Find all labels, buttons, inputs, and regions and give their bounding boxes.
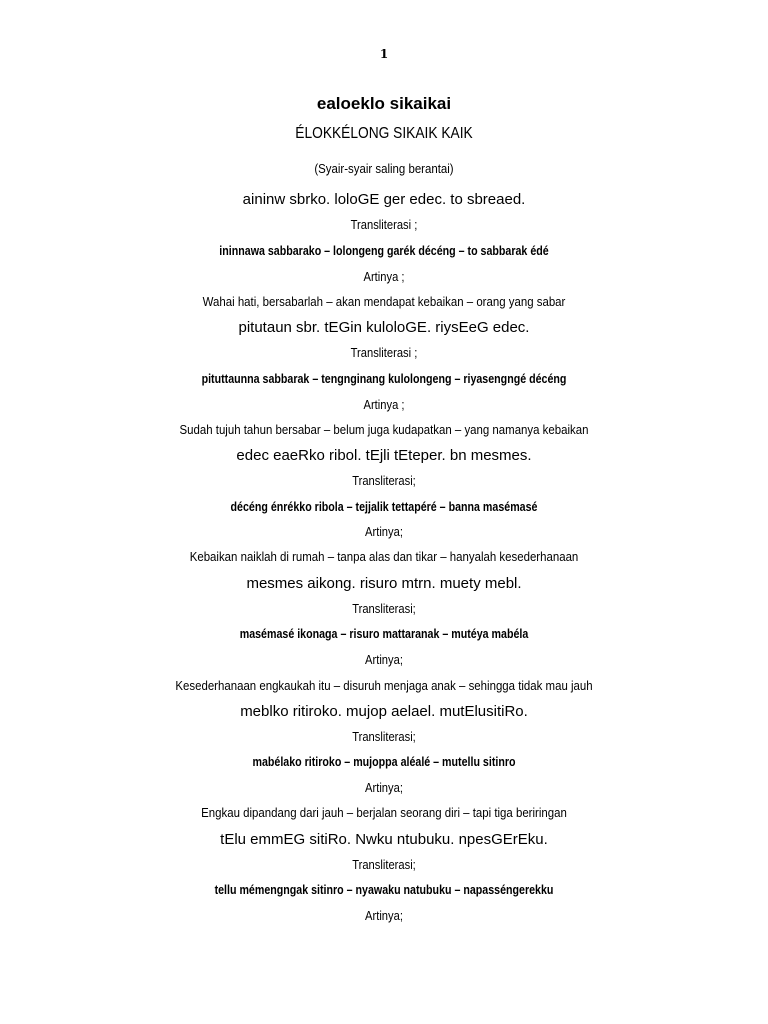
transliteration-label: Transliterasi;	[352, 601, 416, 616]
meaning-label: Artinya;	[365, 652, 403, 667]
transliteration-line: mabélako ritiroko – mujoppa aléalé – mutellu sitinro	[252, 754, 516, 769]
transliteration-line: pituttaunna sabbarak – tengnginang kulolongeng – riyasengngé décéng	[201, 371, 567, 386]
meaning-line: Kesederhanaan engkaukah itu – disuruh menjaga anak – sehingga tidak mau jauh	[175, 678, 593, 693]
meaning-label: Artinya ;	[363, 269, 405, 284]
title-script: ealoeklo sikaikai	[316, 94, 452, 113]
stanza-script-line: edec eaeRko ribol. tEjli tEteper. bn mesmes.	[236, 447, 532, 464]
transliteration-line: ininnawa sabbarako – lolongeng garék décéng – to sabbarak édé	[219, 243, 549, 258]
stanza-script-line: aininw sbrko. loloGE ger edec. to sbreaed.	[242, 191, 526, 208]
transliteration-line: décéng énrékko ribola – tejjalik tettapéré – banna masémasé	[230, 499, 538, 514]
transliteration-line: tellu mémengngak sitinro – nyawaku natubuku – napasséngerekku	[214, 882, 554, 897]
page-number: 1	[379, 47, 389, 61]
transliteration-label: Transliterasi ;	[350, 345, 418, 360]
stanza-script-line: meblko ritiroko. mujop aelael. mutElusitiRo.	[240, 703, 528, 720]
transliteration-label: Transliterasi ;	[350, 217, 418, 232]
meaning-label: Artinya;	[365, 524, 403, 539]
stanza-script-line: mesmes aikong. risuro mtrn. muety mebl.	[246, 575, 522, 592]
meaning-line: Sudah tujuh tahun bersabar – belum juga kudapatkan – yang namanya kebaikan	[179, 422, 589, 437]
transliteration-label: Transliterasi;	[352, 729, 416, 744]
transliteration-label: Transliterasi;	[352, 473, 416, 488]
meaning-line: Kebaikan naiklah di rumah – tanpa alas dan tikar – hanyalah kesederhanaan	[189, 549, 579, 564]
meaning-label: Artinya ;	[363, 397, 405, 412]
stanza-script-line: pitutaun sbr. tEGin kulol​oGE. riysEeG edec.	[238, 319, 530, 336]
meaning-label: Artinya;	[365, 780, 403, 795]
title-latin: ÉLOKKÉLONG SIKAIK KAIK	[295, 125, 473, 142]
stanza-script-line: tElu emmEG sitiRo. Nwku ntubuku. npesGErEku.	[220, 831, 548, 848]
transliteration-label: Transliterasi;	[352, 857, 416, 872]
subtitle: (Syair-syair saling berantai)	[314, 161, 454, 176]
meaning-line: Wahai hati, bersabarlah – akan mendapat kebaikan – orang yang sabar	[202, 294, 566, 309]
transliteration-line: masémasé ikonaga – risuro mattaranak – mutéya mabéla	[239, 626, 529, 641]
meaning-label: Artinya;	[365, 908, 403, 923]
meaning-line: Engkau dipandang dari jauh – berjalan seorang diri – tapi tiga beriringan	[201, 805, 567, 820]
